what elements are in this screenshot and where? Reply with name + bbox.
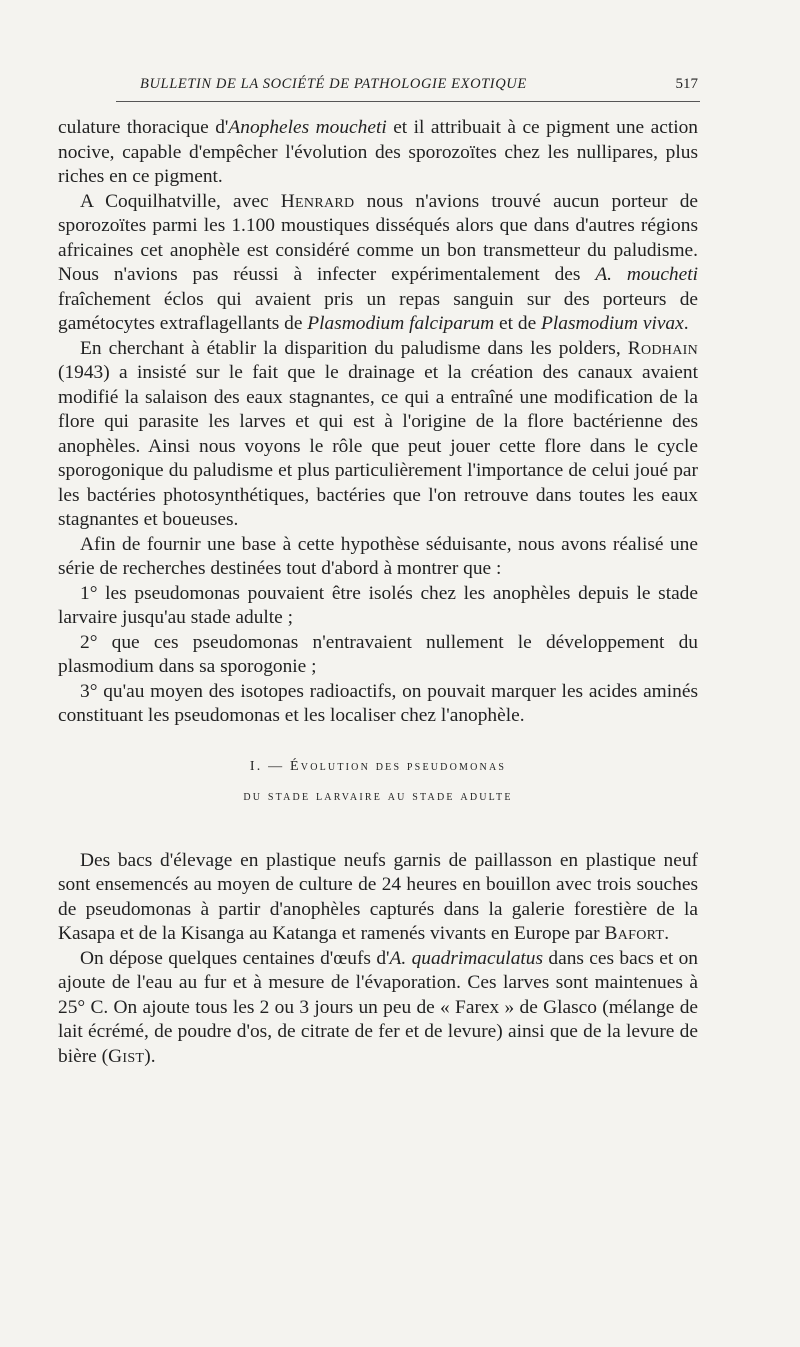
paragraph bbox=[58, 190, 698, 337]
species-name: Plasmodium falciparum bbox=[307, 313, 495, 334]
text-run: dans ces bacs et on ajoute de l'eau au fur et à mesure de l'évaporation. Ces larves sont maintenues à 25° C. On ajoute tous les 2 ou 3 jours un peu de « Farex » de Glasco (mélange de lait écrémé, de poudre d'os, de citrate de fer et de levure) ainsi que de la levure de bière ( bbox=[58, 947, 699, 1067]
text-run: A Coquilhatville, avec bbox=[80, 190, 281, 212]
header-rule bbox=[116, 101, 700, 102]
list-item: 3° qu'au moyen des isotopes radioactifs, on pouvait marquer les acides aminés constituant les pseudomonas et les localiser chez l'anophèle. bbox=[58, 680, 698, 726]
text-run: nous n'avions trouvé aucun porteur de sporozoïtes parmi les 1.100 moustiques disséqués alors que dans d'autres régions africaines cet anophèle est considéré comme un bon transmetteur du paludisme. Nous n'avions pas réussi à infecter expérimentalement des bbox=[58, 190, 698, 285]
text-run: En cherchant à établir la disparition du paludisme dans les polders, bbox=[80, 337, 628, 359]
text-run: et il attribuait à ce pigment une action nocive, capable d'empêcher l'évolution des sporozoïtes chez les nullipares, plus riches en ce pigment. bbox=[58, 117, 698, 187]
paragraph: Afin de fournir une base à cette hypothèse séduisante, nous avons réalisé une série de recherches destinées tout d'abord à montrer que : bbox=[58, 533, 698, 579]
author-name: Gist bbox=[108, 1045, 145, 1067]
species-name: Plasmodium vivax bbox=[541, 313, 684, 334]
author-name: Bafort bbox=[604, 923, 665, 944]
text-run: Des bacs d'élevage en plastique neufs garnis de paillasson en plastique neuf sont ensemencés au moyen de culture de 24 heures en bouillon avec trois souches de pseudomonas à partir d'anophèles capturés dans la galerie forestière de la Kasapa et de la Kisanga au Katanga et ramenés vivants en Europe par bbox=[58, 849, 698, 944]
text-run: ). bbox=[144, 1045, 156, 1067]
list-item: 2° que ces pseudomonas n'entravaient nullement le développement du plasmodium dans sa sporogonie ; bbox=[58, 631, 698, 677]
paragraph bbox=[58, 947, 698, 1070]
author-name: Henrard bbox=[280, 190, 355, 212]
journal-title: BULLETIN DE LA SOCIÉTÉ DE PATHOLOGIE EXOTIQUE bbox=[140, 76, 527, 92]
text-run: culature thoracique d' bbox=[58, 117, 229, 138]
species-name: A. quadrimaculatus bbox=[389, 947, 544, 969]
author-name: Rodhain bbox=[627, 337, 698, 359]
page-number: 517 bbox=[675, 76, 698, 92]
text-run: et de bbox=[494, 313, 542, 334]
text-run: fraîchement éclos qui avaient pris un repas sanguin sur des porteurs de gamétocytes extraflagellants de bbox=[58, 288, 698, 334]
text-run: . bbox=[683, 313, 689, 334]
spacer bbox=[58, 807, 698, 849]
species-name: Anopheles moucheti bbox=[228, 117, 387, 138]
running-header bbox=[58, 76, 698, 98]
section-heading-line: I. — Évolution des pseudomonas bbox=[249, 758, 507, 774]
list-item: 1° les pseudomonas pouvaient être isolés chez les anophèles depuis le stade larvaire jusqu'au stade adulte ; bbox=[58, 582, 698, 628]
paragraph bbox=[58, 116, 698, 190]
section-heading bbox=[58, 757, 698, 807]
paragraph bbox=[58, 337, 698, 533]
text-run: . bbox=[664, 923, 670, 944]
species-name: A. moucheti bbox=[595, 264, 699, 285]
text-run: On dépose quelques centaines d'œufs d' bbox=[80, 947, 390, 969]
text-run: (1943) a insisté sur le fait que le drainage et la création des canaux avaient modifié la salaison des eaux stagnantes, ce qui a entraîné une modification de la flore qui parasite les larves et qui est à l'origine de la flore bactérienne des anophèles. Ainsi nous voyons le rôle que peut jouer cette flore dans le cycle sporogonique du paludisme et plus particulièrement l'importance de celui joué par les bactéries photosynthétiques, bactéries que l'on retrouve dans toutes les eaux stagnantes et boueuses. bbox=[58, 362, 698, 530]
paragraph bbox=[58, 849, 698, 947]
main-text bbox=[58, 116, 698, 1069]
section-heading-line: du stade larvaire au stade adulte bbox=[243, 788, 513, 804]
